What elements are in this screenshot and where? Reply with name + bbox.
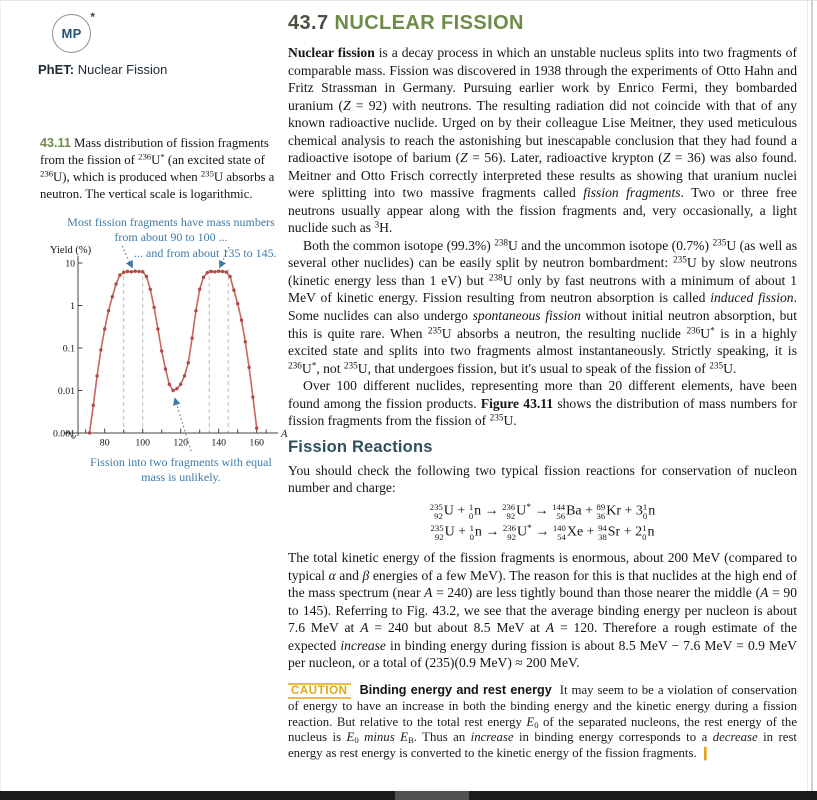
svg-text:Yield (%): Yield (%)	[50, 245, 92, 256]
svg-text:160: 160	[249, 437, 265, 449]
paragraph-3: Over 100 different nuclides, representing more than 20 different elements, have been found among the fission products. Figure 43.11 shows the distribution of mass numbers for fission fragments from the fission of $^{235}$U.	[288, 378, 798, 429]
fission-equation-2: 235 92 U + 1 0 n → 236 92 U* → 140 54 Xe + 94 38 Sr + 2 1 0 n	[430, 522, 655, 543]
left-margin-column	[38, 10, 288, 485]
scroll-handle[interactable]	[395, 791, 469, 800]
paragraph-2: Both the common isotope (99.3%) $^{238}$U and the uncommon isotope (0.7%) $^{235}$U (as well as several other nuclides) can be easily split by neutron bombardment: $^{235}$U by slow neutrons (kinetic energy less than 1 eV) but $^{238}$U only by fast neutrons with a minimum of about 1 MeV of kinetic energy. Fission resulting from neutron absorption is called induced fission. Some nuclides can also undergo spontaneous fission without initial neutron absorption, but this is quite rare. When $^{235}$U absorbs a neutron, the resulting nuclide $^{236}$U* is in a highly excited state and splits into two fragments almost instantaneously. Strictly speaking, it is $^{236}$U*, not $^{235}$U, that undergoes fission, but it's usual to speak of the fission of $^{235}$U.	[288, 237, 798, 376]
svg-text:100: 100	[135, 437, 151, 449]
caution-title: Binding energy and rest energy	[359, 682, 552, 697]
phet-label: PhET:	[38, 62, 75, 77]
page-edge-right	[811, 0, 813, 791]
section-title: NUCLEAR FISSION	[334, 12, 524, 34]
paragraph-4: The total kinetic energy of the fission fragments is enormous, about 200 MeV (compared to typical α and β energies of a few MeV). The reason for this is that nuclides at the high end of the mass spectrum (near A = 240) are less tightly bound than those nearer the middle (A = 90 to 145). Referring to Fig. 43.2, we see that the average binding energy per nucleon is about 7.6 MeV at A = 240 but about 8.5 MeV at A = 120. Therefore a rough estimate of the expected increase in binding energy during fission is about 8.5 MeV − 7.6 MeV = 0.9 MeV per nucleon, or a total of (235)(0.9 MeV) ≈ 200 MeV.	[288, 550, 798, 671]
svg-text:0.001: 0.001	[52, 428, 75, 440]
svg-text:80: 80	[99, 437, 110, 449]
chart-annotation-first-peak: Most fission fragments have mass numbers from about 90 to 100 ...	[67, 215, 275, 245]
svg-text:1: 1	[70, 300, 75, 312]
svg-text:0.01: 0.01	[57, 385, 75, 397]
mp-logo-trademark: *	[90, 10, 95, 24]
phet-simulation-link[interactable]	[38, 62, 288, 77]
svg-text:120: 120	[173, 437, 189, 449]
section-heading	[288, 12, 797, 35]
main-text-column	[288, 12, 797, 762]
figure-caption: 43.11 Mass distribution of fission fragments from the fission of $^{236}$U* (an excited state of $^{236}$U), which is produced when $^{235}$U absorbs a neutron. The vertical scale is logarithmic.	[40, 136, 275, 202]
fission-reactions-intro: You should check the following two typical fission reactions for conservation of nucleon number and charge:	[288, 462, 797, 496]
mastering-physics-logo[interactable]	[52, 10, 95, 53]
page-edge-right-inner	[807, 0, 808, 791]
chart-annotation-second-peak: ... and from about 135 to 145.	[134, 246, 277, 260]
caution-body: It may seem to be a violation of conservation of energy to have an increase in both the binding energy and the kinetic energy during a fission reaction. But relative to the total rest energy $E_0$ of the separated nucleons, the rest energy of the nucleus is $E_0$ minus $E_B$. Thus an increase in binding energy corresponds to a decrease in rest energy as rest energy is converted to the kinetic energy of the fission fragments. ❙	[288, 682, 798, 761]
page-edge-left	[0, 0, 1, 791]
fission-equation-1: 235 92 U + 1 0 n → 236 92 U* → 144 56 Ba + 89 36 Kr + 3 1 0 n	[429, 501, 656, 521]
svg-text:140: 140	[211, 437, 227, 449]
svg-text:10: 10	[65, 258, 75, 270]
svg-text:A: A	[281, 429, 288, 440]
svg-text:0.1: 0.1	[62, 343, 75, 355]
section-number: 43.7	[288, 12, 329, 34]
chart-annotation-valley: Fission into two fragments with equal mass is unlikely.	[90, 455, 272, 485]
phet-title: Nuclear Fission	[74, 62, 168, 77]
fission-equations	[288, 503, 797, 542]
subsection-heading: Fission Reactions	[288, 437, 433, 456]
fission-yield-chart	[38, 243, 288, 478]
window-bottom-bar	[0, 791, 817, 800]
paragraph-1: Nuclear fission is a decay process in which an unstable nucleus splits into two fragments of comparable mass. Fission was discovered in 1938 through the experiments of Otto Hahn and Fritz Strassman in Germany. Pursuing earlier work by Enrico Fermi, they bombarded uranium (Z = 92) with neutrons. The resulting radiation did not coincide with that of any known radioactive nuclide. Urged on by their colleague Lise Meitner, they used meticulous chemical analysis to reach the astonishing but inescapable conclusion that they had found a radioactive isotope of barium (Z = 56). Later, radioactive krypton (Z = 36) was also found. Meitner and Otto Frisch correctly interpreted these results as showing that uranium nuclei were splitting into two massive fragments called fission fragments. Two or three free neutrons usually appear along with the fission fragments and, very occasionally, a light nuclide such as $^3$H.	[288, 45, 798, 236]
caution-box	[288, 683, 797, 762]
mp-logo-text: MP	[61, 26, 82, 41]
figure-43-11	[38, 215, 290, 515]
page-edge-top	[0, 0, 817, 1]
caution-label: CAUTION	[288, 683, 351, 699]
